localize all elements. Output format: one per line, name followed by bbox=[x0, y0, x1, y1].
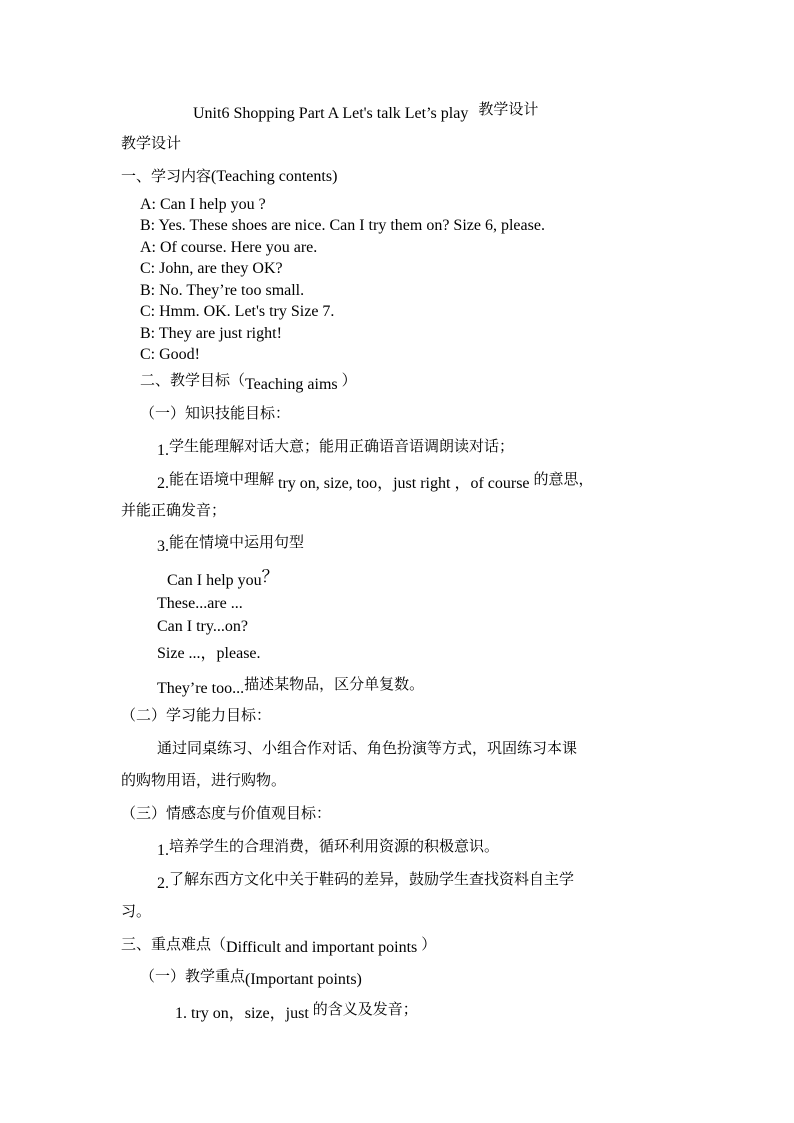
pattern-4: Size ...，please. bbox=[157, 645, 261, 662]
attitude-item-2 bbox=[157, 869, 574, 890]
section2-heading bbox=[140, 370, 357, 391]
section3-heading-close: ） bbox=[421, 935, 437, 953]
goal-item-2-num: 2. bbox=[157, 475, 169, 492]
section1-heading bbox=[121, 166, 337, 187]
goal-item-2-vocab: try on, size, too，just right ，of course bbox=[278, 475, 530, 492]
pattern-1-text: Can I help you bbox=[167, 572, 262, 589]
ability-text-line-1: 通过同桌练习、小组合作对话、角色扮演等方式，巩固练习本课 bbox=[157, 739, 578, 757]
goal-item-1 bbox=[157, 436, 514, 457]
important-point-1-en: 1. try on，size，just bbox=[175, 1005, 309, 1022]
attitude-item-2-continuation: 习。 bbox=[121, 902, 152, 920]
important-point-1-cn: 的含义及发音； bbox=[312, 1000, 418, 1018]
attitude-item-1 bbox=[157, 836, 499, 857]
section2-heading-close: ） bbox=[341, 371, 357, 389]
section2-heading-en: Teaching aims bbox=[245, 376, 338, 393]
dialogue-line: B: They are just right! bbox=[140, 325, 282, 342]
sub-heading-attitude: （三）情感态度与价值观目标： bbox=[121, 804, 332, 822]
goal-item-1-text: 学生能理解对话大意；能用正确语音语调朗读对话； bbox=[169, 437, 515, 455]
attitude-item-2-text: 了解东西方文化中关于鞋码的差异，鼓励学生查找资料自主学 bbox=[169, 870, 575, 888]
goal-item-1-num: 1. bbox=[157, 442, 169, 459]
important-points-cn: （一）教学重点 bbox=[140, 967, 246, 985]
pattern-1 bbox=[167, 567, 279, 588]
dialogue-line: C: Good! bbox=[140, 346, 200, 363]
title-english: Unit6 Shopping Part A Let's talk Let’s play bbox=[193, 105, 469, 122]
section1-heading-cn: 一、学习内容 bbox=[121, 167, 212, 185]
important-point-1 bbox=[175, 999, 418, 1020]
pattern-2: These...are ... bbox=[157, 595, 243, 612]
dialogue-line: B: No. They’re too small. bbox=[140, 282, 305, 299]
dialogue-line: B: Yes. These shoes are nice. Can I try them on? Size 6, please. bbox=[140, 217, 545, 234]
pattern-5 bbox=[157, 674, 424, 695]
goal-item-2-text-c: 的意思， bbox=[533, 470, 594, 488]
ability-text-line-2: 的购物用语，进行购物。 bbox=[121, 771, 287, 789]
section2-heading-cn: 二、教学目标（ bbox=[140, 371, 246, 389]
dialogue-line: C: John, are they OK? bbox=[140, 260, 283, 277]
document-title bbox=[193, 100, 539, 124]
section3-heading-cn: 三、重点难点（ bbox=[121, 935, 227, 953]
pattern-1-question: ？ bbox=[261, 567, 279, 587]
pattern-5-en: They’re too... bbox=[157, 680, 245, 697]
dialogue-line: C: Hmm. OK. Let's try Size 7. bbox=[140, 303, 335, 320]
dialogue-line: A: Can I help you ? bbox=[140, 196, 266, 213]
doc-label: 教学设计 bbox=[121, 134, 182, 152]
sub-heading-ability: （二）学习能力目标： bbox=[121, 706, 272, 724]
sub-heading-important-points bbox=[140, 966, 362, 987]
dialogue-line: A: Of course. Here you are. bbox=[140, 239, 318, 256]
pattern-5-cn: 描述某物品，区分单复数。 bbox=[244, 675, 425, 693]
title-chinese: 教学设计 bbox=[478, 100, 539, 118]
important-points-en: (Important points) bbox=[245, 971, 362, 988]
section3-heading-en: Difficult and important points bbox=[226, 939, 418, 956]
goal-item-2-continuation: 并能正确发音； bbox=[121, 501, 227, 519]
section1-heading-en: (Teaching contents) bbox=[211, 168, 338, 185]
section3-heading bbox=[121, 934, 436, 955]
goal-item-2 bbox=[157, 469, 594, 490]
goal-item-2-text-a: 能在语境中理解 bbox=[169, 470, 275, 488]
goal-item-3-text: 能在情境中运用句型 bbox=[169, 533, 305, 551]
attitude-item-1-num: 1. bbox=[157, 842, 169, 859]
goal-item-3-num: 3. bbox=[157, 538, 169, 555]
attitude-item-1-text: 培养学生的合理消费，循环利用资源的积极意识。 bbox=[169, 837, 500, 855]
goal-item-3 bbox=[157, 532, 304, 553]
attitude-item-2-num: 2. bbox=[157, 875, 169, 892]
pattern-3: Can I try...on? bbox=[157, 618, 248, 635]
sub-heading-knowledge: （一）知识技能目标： bbox=[140, 404, 291, 422]
